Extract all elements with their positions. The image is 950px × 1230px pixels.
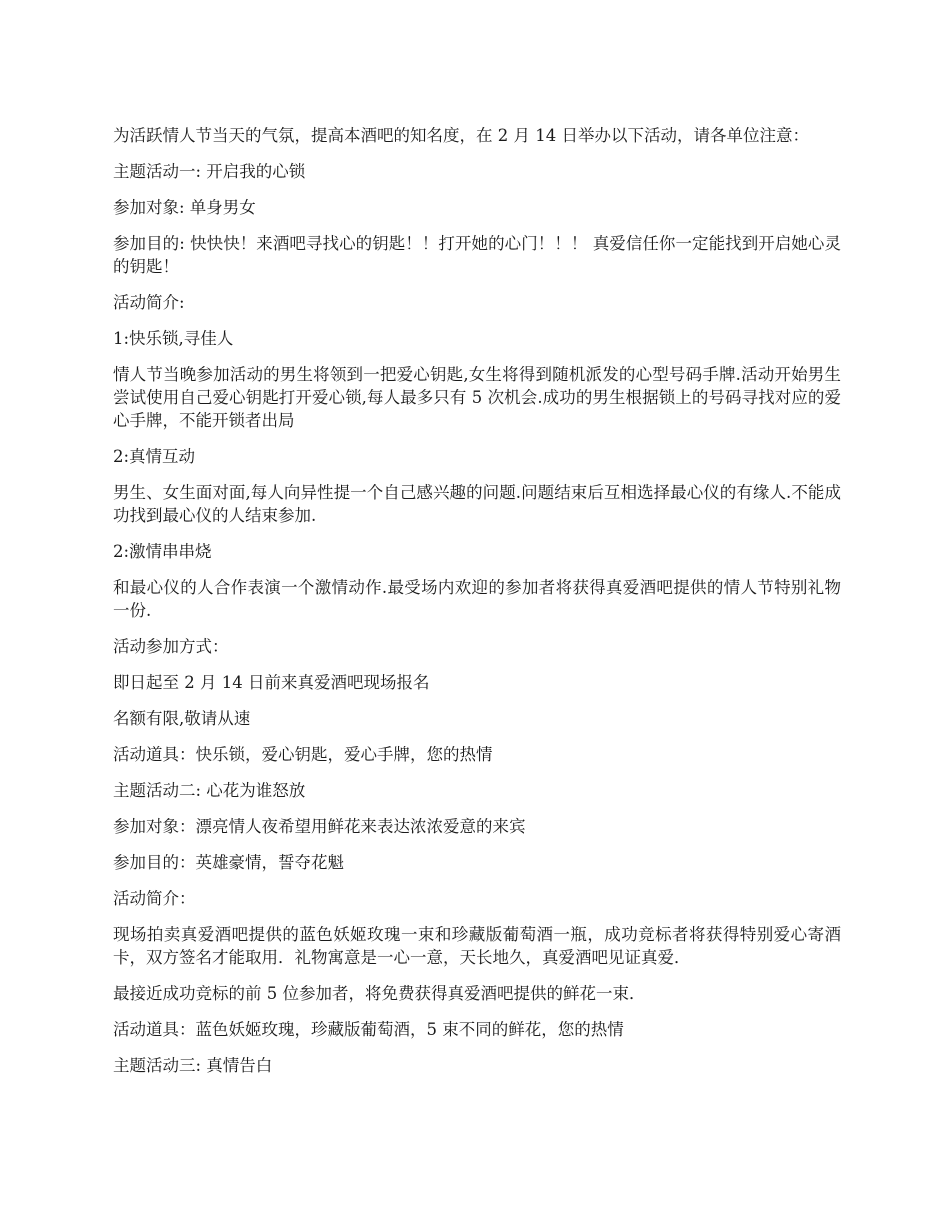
activity-1-part-2-heading: 2:真情互动 — [113, 447, 196, 466]
activity-1-part-3-text: 和最心仪的人合作表演一个激情动作.最受场内欢迎的参加者将获得真爱酒吧提供的情人节特别礼物一份. — [113, 578, 841, 620]
registration-text: 即日起至 2 月 14 日前来真爱酒吧现场报名 — [113, 673, 430, 692]
activity-1-part-1-text: 情人节当晚参加活动的男生将领到一把爱心钥匙,女生将得到随机派发的心型号码手牌.活动开始男生尝试使用自己爱心钥匙打开爱心锁,每人最多只有 5 次机会.成功的男生根据锁上的号码寻找对应的爱心手牌，不能开锁者出局 — [113, 365, 841, 430]
document-body — [113, 124, 841, 1090]
activity-2-purpose: 参加目的：英雄豪情，誓夺花魁 — [113, 853, 344, 872]
activity-1-intro-heading: 活动简介: — [113, 293, 185, 312]
intro-paragraph: 为活跃情人节当天的气氛，提高本酒吧的知名度，在 2 月 14 日举办以下活动，请各单位注意： — [113, 126, 809, 145]
activity-2-intro-heading: 活动简介： — [113, 889, 196, 908]
activity-1-part-2-text: 男生、女生面对面,每人向异性提一个自己感兴趣的问题.问题结束后互相选择最心仪的有缘人.不能成功找到最心仪的人结束参加. — [113, 483, 841, 525]
activity-1-participants: 参加对象: 单身男女 — [113, 198, 256, 217]
activity-2-runner-up-text: 最接近成功竞标的前 5 位参加者，将免费获得真爱酒吧提供的鲜花一束． — [113, 984, 646, 1003]
registration-heading: 活动参加方式： — [113, 637, 229, 656]
activity-2-title: 主题活动二: 心花为谁怒放 — [113, 781, 306, 800]
activity-1-part-1-heading: 1:快乐锁,寻佳人 — [113, 329, 234, 348]
activity-2-participants: 参加对象：漂亮情人夜希望用鲜花来表达浓浓爱意的来宾 — [113, 817, 526, 836]
activity-1-part-3-heading: 2:激情串串烧 — [113, 542, 212, 561]
activity-3-title: 主题活动三: 真情告白 — [113, 1056, 273, 1075]
activity-1-title: 主题活动一: 开启我的心锁 — [113, 162, 306, 181]
activity-2-intro-text: 现场拍卖真爱酒吧提供的蓝色妖姬玫瑰一束和珍藏版葡萄酒一瓶，成功竞标者将获得特别爱心寄酒卡，双方签名才能取用．礼物寓意是一心一意，天长地久，真爱酒吧见证真爱． — [113, 925, 841, 967]
activity-1-purpose: 参加目的: 快快快！来酒吧寻找心的钥匙！！打开她的心门！！！ 真爱信任你一定能找到开启她心灵的钥匙！ — [113, 234, 841, 276]
activity-1-props: 活动道具：快乐锁，爱心钥匙，爱心手牌，您的热情 — [113, 745, 493, 764]
registration-note: 名额有限,敬请从速 — [113, 709, 251, 728]
activity-2-props: 活动道具：蓝色妖姬玫瑰，珍藏版葡萄酒，5 束不同的鲜花，您的热情 — [113, 1020, 624, 1039]
